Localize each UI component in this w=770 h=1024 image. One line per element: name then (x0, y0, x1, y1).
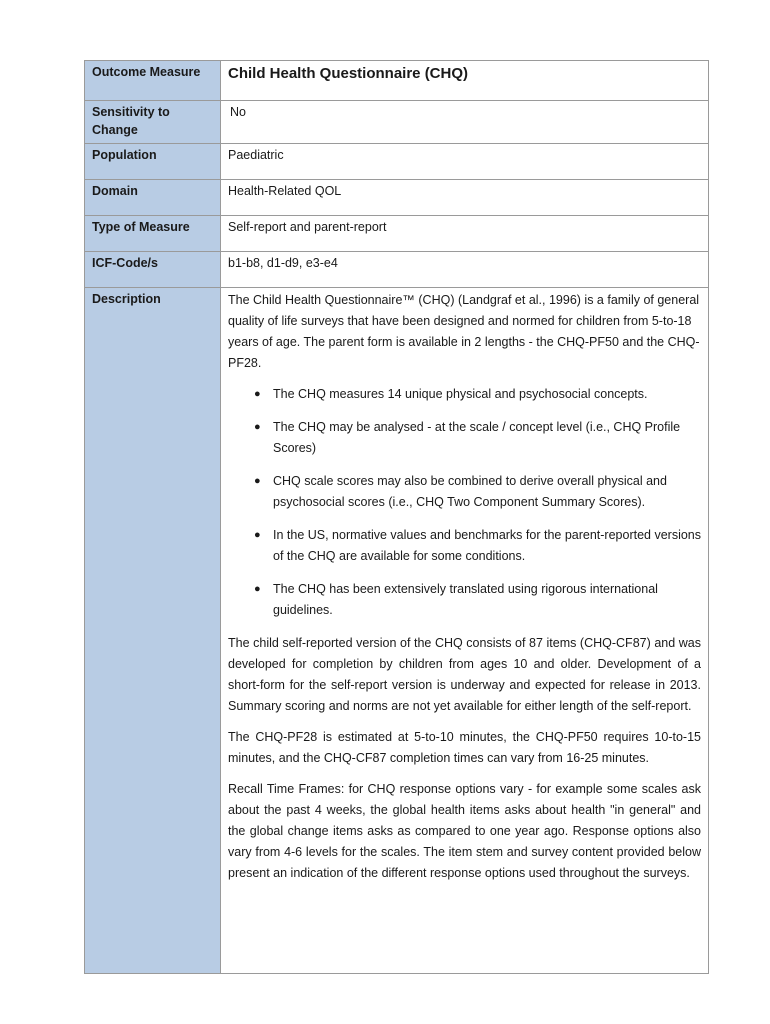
row-description (85, 288, 709, 974)
list-item (248, 417, 701, 459)
label-domain: Domain (85, 180, 221, 216)
bullet-icon: ● (254, 388, 261, 400)
value-description (221, 288, 709, 974)
description-self-report-paragraph: The child self-reported version of the CHQ consists of 87 items (CHQ-CF87) and was developed for completion by children from ages 10 and older. Development of a short-form for the self-report version is underway and expected for release in 2013. Summary scoring and norms are not yet available for either length of the self-report. (228, 636, 701, 713)
bullet-text: CHQ scale scores may also be combined to derive overall physical and psychosocial scores (i.e., CHQ Two Component Summary Scores). (273, 474, 667, 509)
label-description: Description (85, 288, 221, 974)
bullet-icon: ● (254, 475, 261, 487)
bullet-icon: ● (254, 529, 261, 541)
description-completion-time-paragraph: The CHQ-PF28 is estimated at 5-to-10 minutes, the CHQ-PF50 requires 10-to-15 minutes, and the CHQ-CF87 completion times can vary from 16-25 minutes. (228, 730, 701, 765)
value-sensitivity (221, 101, 709, 144)
value-domain: Health-Related QOL (221, 180, 709, 216)
description-intro: The Child Health Questionnaire™ (CHQ) (Landgraf et al., 1996) is a family of general quality of life surveys that have been designed and normed for children from 5-to-18 years of age. The parent form is available in 2 lengths - the CHQ-PF50 and the CHQ-PF28. (228, 293, 700, 370)
bullet-text: The CHQ may be analysed - at the scale / concept level (i.e., CHQ Profile Scores) (273, 420, 681, 455)
list-item (248, 579, 701, 621)
row-domain (85, 180, 709, 216)
label-type-of-measure: Type of Measure (85, 216, 221, 252)
list-item (248, 525, 701, 567)
bullet-text: The CHQ has been extensively translated using rigorous international guidelines. (273, 582, 658, 617)
row-sensitivity (85, 101, 709, 144)
description-recall-paragraph: Recall Time Frames: for CHQ response options vary - for example some scales ask about the past 4 weeks, the global health items asks about health "in general" and the global change items asks as compared to one year ago. Response options also vary from 4-6 levels for the scales. The item stem and survey content provided below present an indication of the different response options used throughout the surveys. (228, 782, 701, 880)
label-outcome-measure: Outcome Measure (85, 61, 221, 101)
bullet-icon: ● (254, 583, 261, 595)
row-icf-codes (85, 252, 709, 288)
bullet-text: In the US, normative values and benchmarks for the parent-reported versions of the CHQ are available for some conditions. (273, 528, 701, 563)
list-item (248, 384, 701, 405)
value-outcome-measure (221, 61, 709, 101)
list-item (248, 471, 701, 513)
row-type-of-measure (85, 216, 709, 252)
label-population: Population (85, 144, 221, 180)
bullet-text: The CHQ measures 14 unique physical and psychosocial concepts. (273, 387, 648, 401)
value-type-of-measure: Self-report and parent-report (221, 216, 709, 252)
label-sensitivity: Sensitivity to Change (85, 101, 221, 144)
bullet-icon: ● (254, 421, 261, 433)
value-population: Paediatric (221, 144, 709, 180)
outcome-measure-table (84, 60, 709, 974)
row-population (85, 144, 709, 180)
description-bullet-list (228, 384, 701, 621)
row-outcome-measure (85, 61, 709, 101)
label-icf-codes: ICF-Code/s (85, 252, 221, 288)
sensitivity-text: No (230, 105, 246, 119)
value-icf-codes: b1-b8, d1-d9, e3-e4 (221, 252, 709, 288)
measure-title: Child Health Questionnaire (CHQ) (228, 65, 469, 82)
paragraph-spacer (228, 769, 701, 779)
paragraph-spacer (228, 717, 701, 727)
